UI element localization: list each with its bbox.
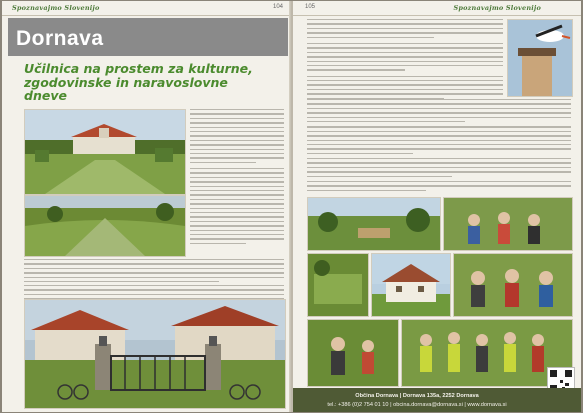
stork-illustration — [508, 20, 572, 96]
landscape-photo — [307, 197, 441, 251]
left-text-column — [190, 109, 284, 247]
left-page — [2, 1, 291, 412]
footer-address: Občina Dornava | Dornava 135a, 2252 Dornava — [355, 393, 479, 399]
magazine-spread — [2, 1, 581, 412]
garden-illustration — [308, 254, 368, 316]
page-subtitle: Učilnica na prostem za kulturne, zgodovinske in naravoslovne dneve — [24, 61, 253, 103]
farmhouse-photo — [371, 253, 451, 317]
left-header-brand: Spoznavajmo Slovenijo — [12, 4, 100, 12]
left-page-number: 104 — [272, 4, 283, 10]
footer-contact: tel.: +386 (0)2 754 01 10 | obcina.dornava@dornava.si | www.dornava.si — [327, 402, 507, 408]
right-text-block-1 — [307, 19, 503, 102]
landscape-illustration — [308, 198, 440, 250]
right-header — [293, 1, 581, 16]
manor-photo — [24, 299, 286, 409]
walk-illustration — [308, 320, 398, 386]
manor-illustration — [25, 300, 285, 408]
right-text-block-2 — [307, 99, 571, 194]
farmhouse-illustration — [372, 254, 450, 316]
right-page-number: 105 — [305, 4, 316, 10]
stork-photo — [507, 19, 573, 97]
walk-photo — [307, 319, 399, 387]
field-photo — [24, 195, 186, 257]
students-photo — [453, 253, 573, 317]
right-page — [293, 1, 581, 412]
castle-illustration — [25, 110, 185, 194]
class-outdoor-photo — [443, 197, 573, 251]
page-title: Dornava — [16, 27, 104, 50]
garden-photo — [307, 253, 369, 317]
field-illustration — [25, 196, 185, 256]
castle-photo — [24, 109, 186, 195]
left-text-block-1 — [24, 259, 284, 285]
right-header-brand: Spoznavajmo Slovenijo — [453, 4, 541, 12]
students-illustration — [454, 254, 572, 316]
footer-band — [293, 388, 581, 412]
class-outdoor-illustration — [444, 198, 572, 250]
left-header — [2, 1, 291, 16]
